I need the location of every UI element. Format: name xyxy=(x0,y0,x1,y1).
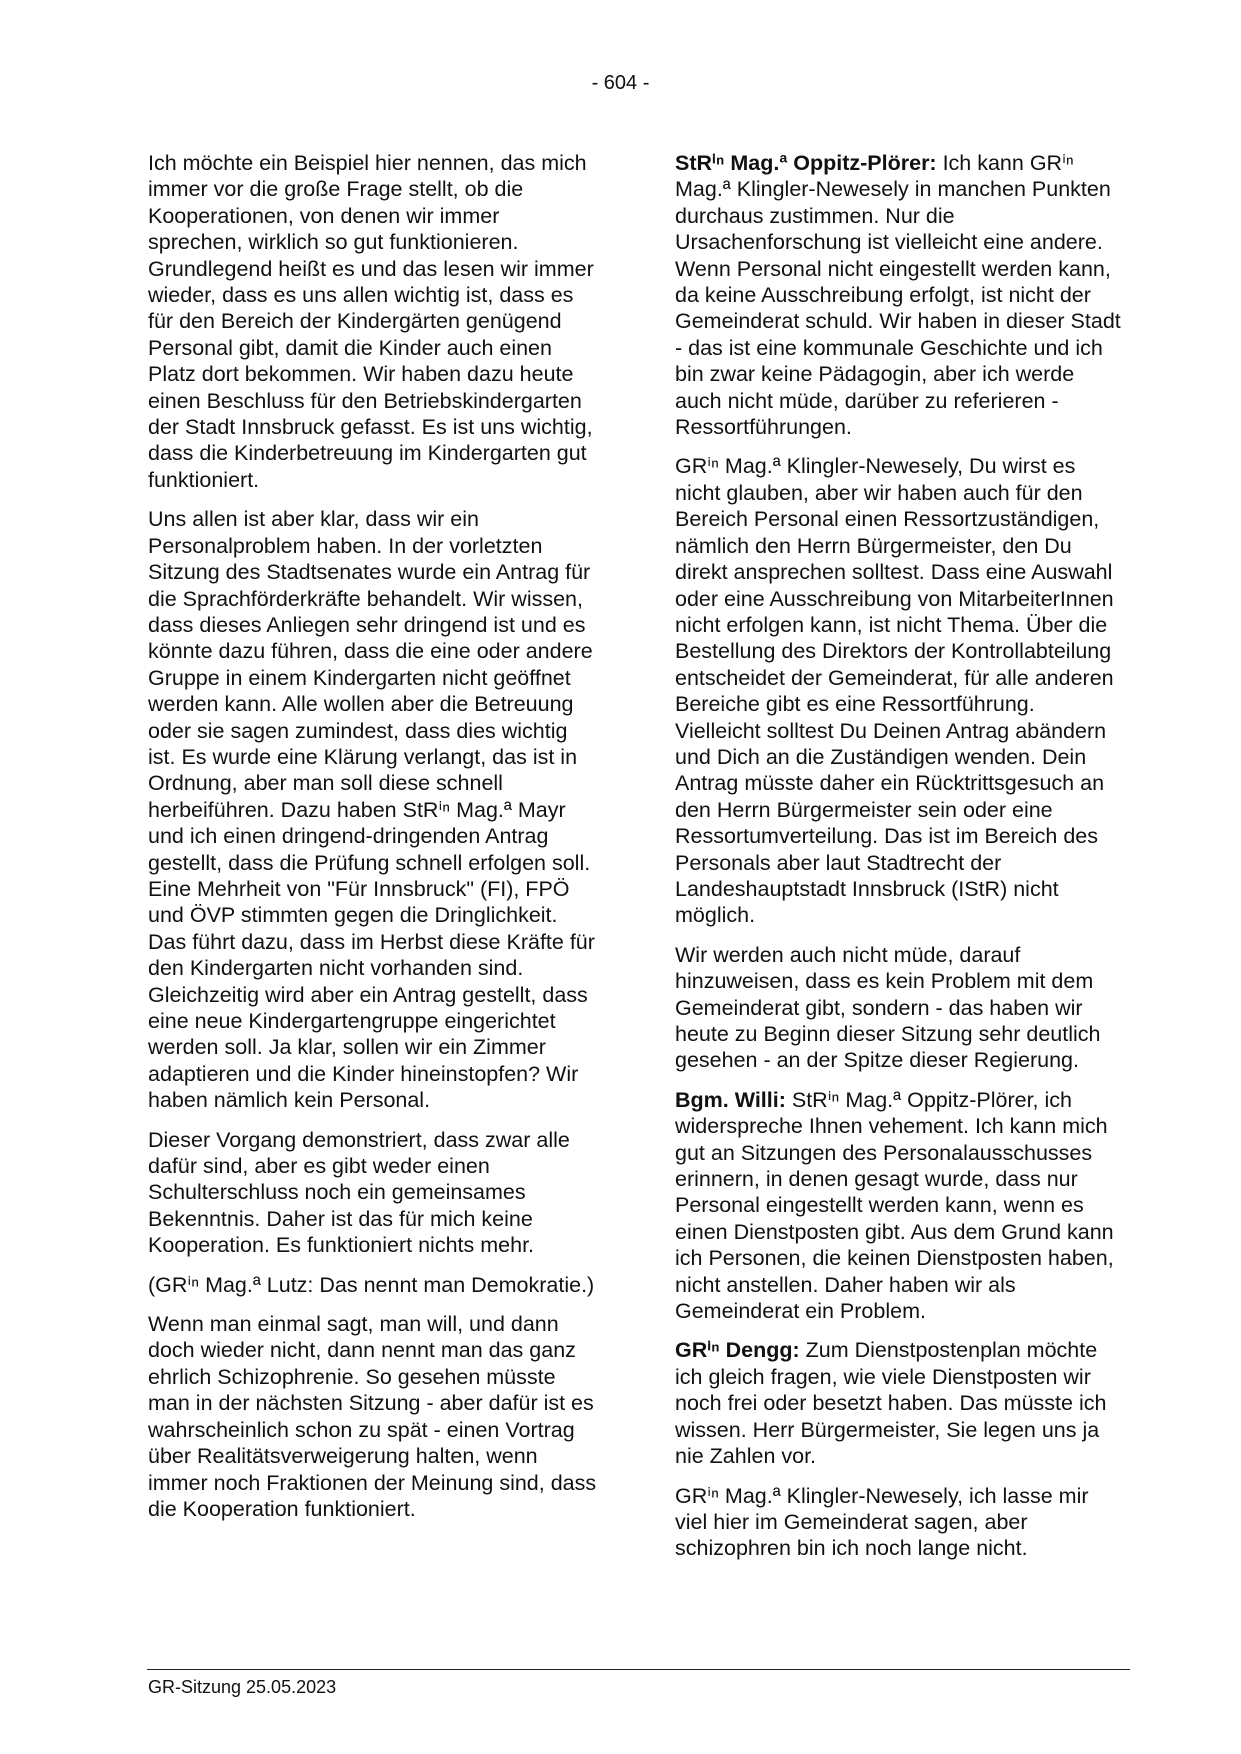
paragraph-text: GRⁱⁿ Mag.ª Klingler-Newesely, ich lasse mir viel hier im Gemeinderat sagen, aber schizophren bin ich noch lange nicht. xyxy=(675,1483,1089,1561)
paragraph-text: Wenn man einmal sagt, man will, und dann doch wieder nicht, dann nennt man das ganz ehrlich Schizophrenie. So gesehen müsste man in der nächsten Sitzung - aber dafür ist es wahrscheinlich schon zu spät - einen Vortrag über Realitätsverweigerung halten, wenn immer noch Fraktionen der Meinung sind, dass die Kooperation funktioniert. xyxy=(148,1312,597,1521)
footer-divider xyxy=(147,1669,1130,1670)
paragraph-text: Dieser Vorgang demonstriert, dass zwar alle dafür sind, aber es gibt weder einen Schulterschluss noch ein gemeinsames Bekenntnis. Daher ist das für mich keine Kooperation. Es funktioniert nichts mehr. xyxy=(148,1127,570,1258)
paragraph-text: Wir werden auch nicht müde, darauf hinzuweisen, dass es kein Problem mit dem Gemeinderat gibt, sondern - das haben wir heute zu Beginn dieser Sitzung sehr deutlich gesehen - an der Spitze dieser Regierung. xyxy=(675,942,1101,1073)
speaker-name: StRⁱⁿ Mag.ª Oppitz-Plörer: xyxy=(675,151,937,175)
paragraph xyxy=(675,1087,1125,1325)
paragraph xyxy=(675,453,1125,928)
footer-session-date: GR-Sitzung 25.05.2023 xyxy=(148,1677,337,1697)
paragraph xyxy=(675,942,1125,1074)
paragraph xyxy=(675,1337,1125,1469)
paragraph xyxy=(148,506,598,1113)
paragraph-text: StRⁱⁿ Mag.ª Oppitz-Plörer, ich widerspreche Ihnen vehement. Ich kann mich gut an Sitzungen des Personalausschusses erinnern, in denen gesagt wurde, dass nur Personal eingestellt werden kann, wenn es einen Dienstposten gibt. Aus dem Grund kann ich Personen, die keinen Dienstposten haben, nicht anstellen. Daher haben wir als Gemeinderat ein Problem. xyxy=(675,1087,1114,1324)
paragraph-text: Ich kann GRⁱⁿ Mag.ª Klingler-Newesely in manchen Punkten durchaus zustimmen. Nur die Ursachenforschung ist vielleicht eine andere. Wenn Personal nicht eingestellt werden kann, da keine Ausschreibung erfolgt, ist nicht der Gemeinderat schuld. Wir haben in dieser Stadt - das ist eine kommunale Geschichte und ich bin zwar keine Pädagogin, aber ich werde auch nicht müde, darüber zu referieren - Ressortführungen. xyxy=(675,151,1121,440)
left-column xyxy=(148,150,598,1535)
paragraph xyxy=(675,1483,1125,1562)
speaker-name: Bgm. Willi: xyxy=(675,1087,786,1112)
paragraph-text: GRⁱⁿ Mag.ª Klingler-Newesely, Du wirst es nicht glauben, aber wir haben auch für den Bereich Personal einen Ressortzuständigen, nämlich den Herrn Bürgermeister, den Du direkt ansprechen solltest. Dass eine Auswahl oder eine Ausschreibung von MitarbeiterInnen nicht erfolgen kann, ist nicht Thema. Über die Bestellung des Direktors der Kontrollabteilung entscheidet der Gemeinderat, für alle anderen Bereiche gibt es eine Ressortführung. Vielleicht solltest Du Deinen Antrag abändern und Dich an die Zuständigen wenden. Dein Antrag müsste daher ein Rücktrittsgesuch an den Herrn Bürgermeister sein oder eine Ressortumverteilung. Das ist im Bereich des Personals aber laut Stadtrecht der Landeshauptstadt Innsbruck (IStR) nicht möglich. xyxy=(675,454,1114,928)
paragraph xyxy=(675,150,1125,440)
page-number: - 604 - xyxy=(591,72,650,94)
paragraph xyxy=(148,1127,598,1259)
paragraph-text: Zum Dienstpostenplan möchte ich gleich fragen, wie viele Dienstposten wir noch frei oder besetzt haben. Das müsste ich wissen. Herr Bürgermeister, Sie legen uns ja nie Zahlen vor. xyxy=(675,1338,1107,1469)
paragraph-text: (GRⁱⁿ Mag.ª Lutz: Das nennt man Demokratie.) xyxy=(148,1272,595,1297)
speaker-name: GRⁱⁿ Dengg: xyxy=(675,1338,800,1363)
interjection xyxy=(148,1272,598,1298)
right-column xyxy=(675,150,1125,1575)
paragraph xyxy=(148,150,598,493)
paragraph xyxy=(148,1311,598,1522)
paragraph-text: Ich möchte ein Beispiel hier nennen, das mich immer vor die große Frage stellt, ob die Kooperationen, von denen wir immer sprechen, wirklich so gut funktionieren. Grundlegend heißt es und das lesen wir immer wieder, dass es uns allen wichtig ist, dass es für den Bereich der Kindergärten genügend Personal gibt, damit die Kinder auch einen Platz dort bekommen. Wir haben dazu heute einen Beschluss für den Betriebskindergarten der Stadt Innsbruck gefasst. Es ist uns wichtig, dass die Kinderbetreuung im Kindergarten gut funktioniert. xyxy=(148,151,594,492)
paragraph-text: Uns allen ist aber klar, dass wir ein Personalproblem haben. In der vorletzten Sitzung des Stadtsenates wurde ein Antrag für die Sprachförderkräfte behandelt. Wir wissen, dass dieses Anliegen sehr dringend ist und es könnte dazu führen, dass die eine oder andere Gruppe in einem Kindergarten nicht geöffnet werden kann. Alle wollen aber die Betreuung oder sie sagen zumindest, dass dies wichtig ist. Es wurde eine Klärung verlangt, das ist in Ordnung, aber man soll diese schnell herbeiführen. Dazu haben StRⁱⁿ Mag.ª Mayr und ich einen dringend-dringenden Antrag gestellt, dass die Prüfung schnell erfolgen soll. Eine Mehrheit von "Für Innsbruck" (FI), FPÖ und ÖVP stimmten gegen die Dringlichkeit. Das führt dazu, dass im Herbst diese Kräfte für den Kindergarten nicht vorhanden sind. Gleichzeitig wird aber ein Antrag gestellt, dass eine neue Kindergartengruppe eingerichtet werden soll. Ja klar, sollen wir ein Zimmer adaptieren und die Kinder hineinstopfen? Wir haben nämlich kein Personal. xyxy=(148,507,595,1113)
